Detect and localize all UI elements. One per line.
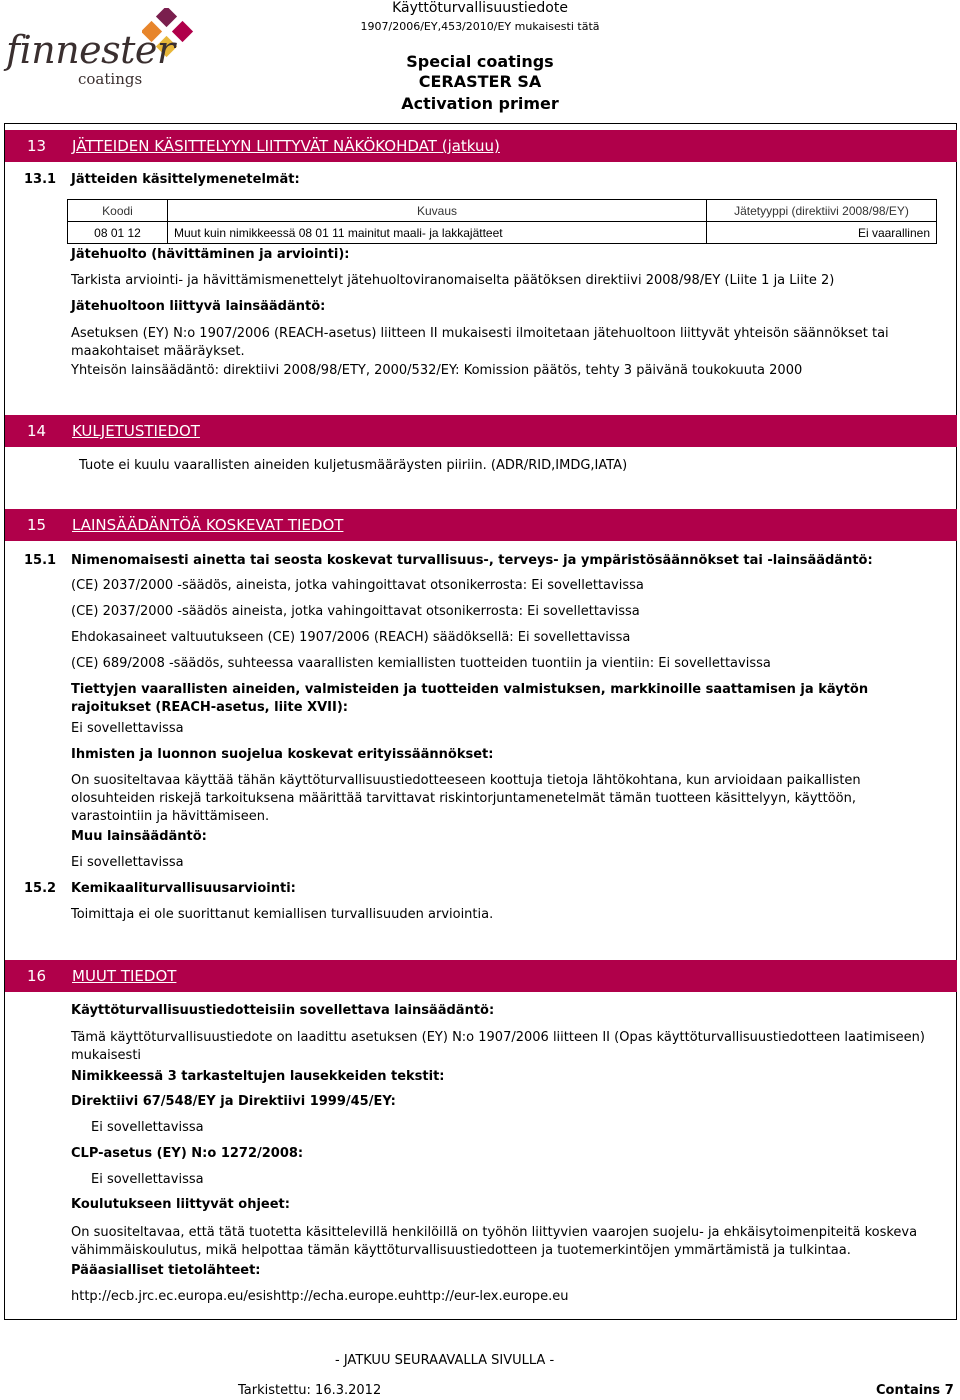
transport-text: Tuote ei kuulu vaarallisten aineiden kuljetusmääräysten piiriin. (ADR/RID,IMDG,IATA) <box>79 458 628 473</box>
continue-notice: - JATKUU SEURAAVALLA SIVULLA - <box>335 1353 555 1368</box>
regulation-line: Ehdokasaineet valtuutukseen (CE) 1907/2006 (REACH) säädöksellä: Ei sovellettavissa <box>71 630 631 645</box>
subsection-number: 13.1 <box>24 172 57 187</box>
logo-wordmark: finnester <box>6 28 175 72</box>
applicable-legislation-text: Tämä käyttöturvallisuustiedote on laadittu asetuksen (EY) N:o 1907/2006 liitteen II (Opas käyttöturvallisuustiedotteen laatimiseen) mukaisesti <box>71 1030 925 1063</box>
subsection-title: Kemikaaliturvallisuusarviointi: <box>71 881 296 896</box>
clp-value: Ei sovellettavissa <box>91 1172 204 1187</box>
regulation-line: (CE) 689/2008 -säädös, suhteessa vaarallisten kemiallisten tuotteiden tuontiin ja vientiin: Ei sovellettavissa <box>71 656 771 671</box>
section-14-header <box>5 415 957 447</box>
section-number: 15 <box>27 516 47 534</box>
document-type: Käyttöturvallisuustiedote <box>392 0 568 16</box>
subsection-number: 15.2 <box>24 881 57 896</box>
table-cell: Ei vaarallinen <box>707 222 937 244</box>
waste-table <box>67 199 937 244</box>
company-logo <box>6 8 206 88</box>
column-header: Jätetyyppi (direktiivi 2008/98/EY) <box>707 200 937 222</box>
product-line-3: Activation primer <box>401 94 559 113</box>
subsection-title: Nimenomaisesti ainetta tai seosta koskevat turvallisuus-, terveys- ja ympäristösäännökset tai -lainsäädäntö: <box>71 553 873 568</box>
section-title: MUUT TIEDOT <box>72 967 177 985</box>
phrases-heading: Nimikkeessä 3 tarkasteltujen lausekkeiden tekstit: <box>71 1069 445 1084</box>
legislation-heading: Jätehuoltoon liittyvä lainsäädäntö: <box>71 299 326 314</box>
table-header-row <box>68 200 937 222</box>
section-title: JÄTTEIDEN KÄSITTELYYN LIITTYVÄT NÄKÖKOHDAT (jatkuu) <box>72 137 500 155</box>
page-header <box>0 0 960 118</box>
table-row <box>68 222 937 244</box>
section-15-header <box>5 509 957 541</box>
other-legislation-heading: Muu lainsäädäntö: <box>71 829 207 844</box>
restrictions-heading: Tiettyjen vaarallisten aineiden, valmisteiden ja tuotteiden valmistuksen, markkinoille saattamisen ja käytön rajoitukset (REACH-asetus, liite XVII): <box>71 682 869 715</box>
column-header: Koodi <box>68 200 168 222</box>
page-count: Contains 7 <box>876 1383 954 1398</box>
community-legislation-text: Yhteisön lainsäädäntö: direktiivi 2008/98/ETY, 2000/532/EY: Komission päätös, tehty 3 päivänä toukokuuta 2000 <box>71 363 803 378</box>
product-line-2: CERASTER SA <box>418 72 542 91</box>
section-title: KULJETUSTIEDOT <box>72 422 200 440</box>
section-number: 13 <box>27 137 47 155</box>
disposal-text: Tarkista arviointi- ja hävittämismenettelyt jätehuoltoviranomaiselta päätöksen direktiivi 2008/98/EY (Liite 1 ja Liite 2) <box>71 273 835 288</box>
regulation-reference: 1907/2006/EY,453/2010/EY mukaisesti tätä <box>360 20 600 33</box>
restrictions-value: Ei sovellettavissa <box>71 721 184 736</box>
section-title: LAINSÄÄDÄNTÖÄ KOSKEVAT TIEDOT <box>72 516 344 534</box>
subsection-title: Jätteiden käsittelymenetelmät: <box>71 172 300 187</box>
training-heading: Koulutukseen liittyvät ohjeet: <box>71 1197 290 1212</box>
sources-heading: Pääasialliset tietolähteet: <box>71 1263 261 1278</box>
applicable-legislation-heading: Käyttöturvallisuustiedotteisiin sovellettava lainsäädäntö: <box>71 1003 495 1018</box>
protection-text: On suositeltavaa käyttää tähän käyttöturvallisuustiedotteeseen koottuja tietoja lähtökohtana, kun arvioidaan paikallisten olosuhteiden riskejä tarkoituksena määrittää tarvittavat riskintorjuntamenetelmät tämän tuotteen käsittelyyn, käyttöön, varastointiin ja hävittämiseen. <box>71 773 861 824</box>
section-13-header <box>5 130 957 162</box>
product-line-1: Special coatings <box>406 52 554 71</box>
table-cell: Muut kuin nimikkeessä 08 01 11 mainitut maali- ja lakkajätteet <box>168 222 707 244</box>
legislation-text: Asetuksen (EY) N:o 1907/2006 (REACH-asetus) liitteen II mukaisesti ilmoitetaan jätehuoltoon liittyvät yhteisön säännökset tai maakohtaiset määräykset. <box>71 326 889 359</box>
section-number: 14 <box>27 422 47 440</box>
clp-heading: CLP-asetus (EY) N:o 1272/2008: <box>71 1146 304 1161</box>
disposal-heading: Jätehuolto (hävittäminen ja arviointi): <box>71 247 350 262</box>
directive-heading: Direktiivi 67/548/EY ja Direktiivi 1999/45/EY: <box>71 1094 396 1109</box>
regulation-line: (CE) 2037/2000 -säädös aineista, jotka vahingoittavat otsonikerrosta: Ei sovellettavissa <box>71 604 640 619</box>
table-cell: 08 01 12 <box>68 222 168 244</box>
training-text: On suositeltavaa, että tätä tuotetta käsittelevillä henkilöillä on työhön liittyvien vaarojen suojelu- ja ehkäisytoimenpiteitä koskeva vähimmäiskoulutus, mikä helpottaa tämän käyttöturvallisuustiedotteen ja tuotemerkintöjen ymmärtämistä ja tulkintaa. <box>71 1225 918 1258</box>
section-16-header <box>5 960 957 992</box>
column-header: Kuvaus <box>168 200 707 222</box>
regulation-line: (CE) 2037/2000 -säädös, aineista, jotka vahingoittavat otsonikerrosta: Ei sovellettavissa <box>71 578 644 593</box>
directive-value: Ei sovellettavissa <box>91 1120 204 1135</box>
sources-text: http://ecb.jrc.ec.europa.eu/esishttp://echa.europe.euhttp://eur-lex.europe.eu <box>71 1289 569 1304</box>
subsection-number: 15.1 <box>24 553 57 568</box>
protection-heading: Ihmisten ja luonnon suojelua koskevat erityissäännökset: <box>71 747 494 762</box>
chemical-safety-text: Toimittaja ei ole suorittanut kemiallisen turvallisuuden arviointia. <box>71 907 494 922</box>
logo-subtitle: coatings <box>78 70 143 88</box>
revision-date: Tarkistettu: 16.3.2012 <box>238 1383 382 1398</box>
section-number: 16 <box>27 967 47 985</box>
other-legislation-value: Ei sovellettavissa <box>71 855 184 870</box>
